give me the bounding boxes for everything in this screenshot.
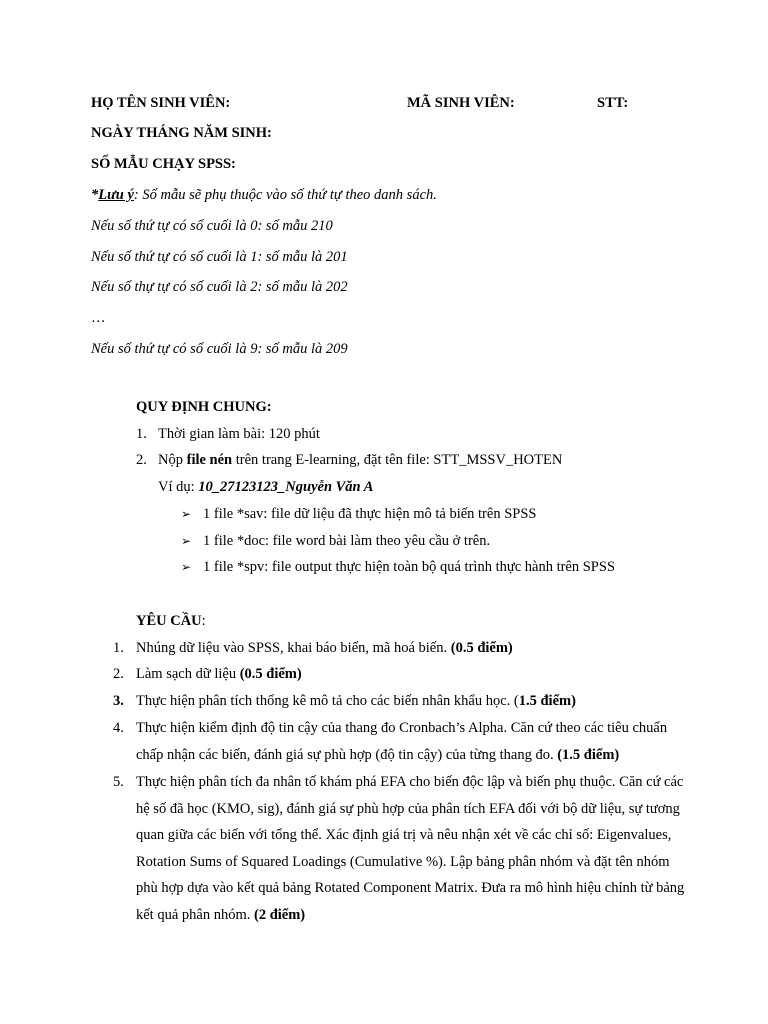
arrow-bullet-icon: ➢ [181, 560, 192, 574]
rules-item-2-bold: file nén [186, 452, 233, 468]
student-name-label: HỌ TÊN SINH VIÊN: [91, 95, 231, 111]
note-label: Lưu ý [98, 187, 134, 203]
note-line [91, 186, 437, 204]
requirement-4 [136, 715, 686, 768]
requirement-text: Thực hiện kiểm định độ tin cậy của thang đo Cronbach’s Alpha. Căn cứ theo các tiêu chuẩn chấp nhận các biến, đánh giá sự phù hợp (độ tin cậy) của từng thang đo. [136, 720, 668, 763]
requirement-points: (0.5 điểm) [450, 640, 513, 656]
requirement-points: 1.5 điểm) [518, 693, 576, 709]
requirements-title-text: YÊU CẦU [136, 613, 202, 629]
requirement-1-number: 1. [113, 640, 124, 656]
requirement-3-number: 3. [113, 693, 124, 709]
rules-item-2-text-a: Nộp [158, 452, 187, 468]
requirement-1 [136, 639, 513, 657]
requirement-5 [136, 769, 686, 929]
sample-size-label: SỐ MẪU CHẠY SPSS: [91, 156, 236, 172]
rules-example [158, 478, 373, 496]
requirement-text: Thực hiện phân tích thống kê mô tả cho các biến nhân khẩu học. ( [136, 693, 519, 709]
note-rule-0: Nếu số thứ tự có số cuối là 0: số mẫu 210 [91, 218, 333, 234]
requirement-4-number: 4. [113, 720, 124, 736]
note-ellipsis: … [91, 310, 106, 326]
bullet-item-sav: 1 file *sav: file dữ liệu đã thực hiện mô tả biến trên SPSS [203, 506, 537, 522]
requirement-text: Thực hiện phân tích đa nhân tố khám phá EFA cho biến độc lập và biến phụ thuộc. Căn cứ các hệ số đã học (KMO, sig), đánh giá sự phù hợp của phân tích EFA đối với bộ dữ liệu, sự tương quan giữa các biến với tổng thể. Xác định giá trị và nêu nhận xét về các chỉ số: Eigenvalues, Rotation Sums of Squared Loadings (Cumulative %). Lập bảng phân nhóm và đặt tên nhóm phù hợp dựa vào kết quả bảng Rotated Component Matrix. Đưa ra mô hình hiệu chỉnh từ bảng kết quả phân nhóm. [136, 774, 685, 923]
rules-item-1: Thời gian làm bài: 120 phút [158, 426, 320, 442]
arrow-bullet-icon: ➢ [181, 534, 192, 548]
rules-item-1-number: 1. [136, 426, 147, 442]
stt-label: STT: [597, 95, 629, 111]
requirement-text: Làm sạch dữ liệu [136, 666, 240, 682]
bullet-item-doc: 1 file *doc: file word bài làm theo yêu cầu ở trên. [203, 533, 491, 549]
note-rule-9: Nếu số thứ tự có số cuối là 9: số mẫu là 209 [91, 341, 348, 357]
rules-item-2-number: 2. [136, 452, 147, 468]
arrow-bullet-icon: ➢ [181, 507, 192, 521]
requirement-points: (0.5 điểm) [239, 666, 302, 682]
requirements-title-colon: : [201, 613, 206, 629]
requirements-title [136, 612, 206, 630]
rules-item-2-text-b: trên trang E-learning, đặt tên file: STT_MSSV_HOTEN [232, 452, 563, 468]
student-id-label: MÃ SINH VIÊN: [407, 95, 515, 111]
requirement-2-number: 2. [113, 666, 124, 682]
requirement-2 [136, 665, 302, 683]
rules-item-2 [158, 451, 562, 469]
requirement-points: (2 điểm) [254, 906, 306, 923]
rules-example-value: 10_27123123_Nguyễn Văn A [198, 479, 374, 495]
requirement-points: (1.5 điểm) [557, 746, 620, 763]
requirement-3 [136, 692, 576, 710]
rules-example-label: Ví dụ: [158, 479, 199, 495]
note-text: : Số mẫu sẽ phụ thuộc vào số thứ tự theo danh sách. [133, 187, 437, 203]
bullet-item-spv: 1 file *spv: file output thực hiện toàn bộ quá trình thực hành trên SPSS [203, 559, 616, 575]
requirement-text: Nhúng dữ liệu vào SPSS, khai báo biến, mã hoá biến. [136, 640, 451, 656]
note-rule-2: Nếu số thự tự có số cuối là 2: số mẫu là 202 [91, 279, 348, 295]
note-star: * [91, 187, 99, 203]
requirement-5-number: 5. [113, 774, 124, 790]
note-rule-1: Nếu số thứ tự có số cuối là 1: số mẫu là 201 [91, 249, 348, 265]
dob-label: NGÀY THÁNG NĂM SINH: [91, 125, 272, 141]
rules-title: QUY ĐỊNH CHUNG: [136, 399, 272, 415]
